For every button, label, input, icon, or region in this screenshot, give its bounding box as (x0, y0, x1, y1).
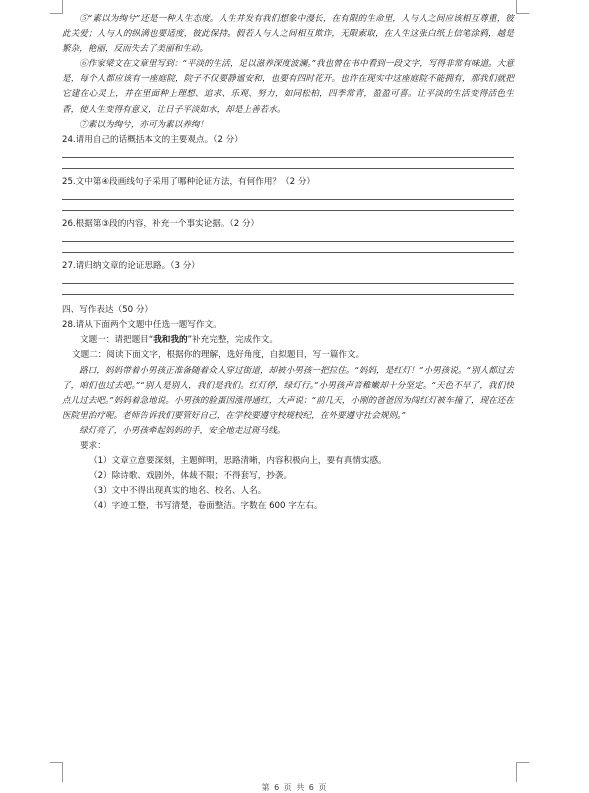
paragraph-6: ⑥作家梁文在文章里写到：“平淡的生活，足以滋养深度波澜。”我也曾在书中看到一段文字，写得非常有味道。大意是，每个人都应该有一座庭院，院子不仅要静谧安和，也要有四时花开。也许在现实中这座庭院不能拥有，那我们就把它建在心灵上，并在里面种上理想、追求、乐观、努力，如同松柏，四季常青，盈盈可喜。让平淡的生活变得活色生香，使人生变得有意义，让日子平淡如水，却是上善若水。 (62, 59, 514, 115)
requirement-4: （4）字迹工整，书写清楚，卷面整洁。字数在 600 字左右。 (89, 501, 323, 512)
crop-mark (516, 762, 529, 763)
topic-one-prefix: 文题一：请把题目“ (80, 335, 154, 346)
paragraph-5: ⑤“素以为绚兮”还是一种人生态度。人生并发有我们想象中漫长，在有限的生命里，人与人之间应该相互尊重，彼此关爱；人与人的纵满也要适度，彼此保持。假若人与人之间相互欺诈，无限索取，在人生这张白纸上信笔涂鸦，越是繁杂，艳丽，反而失去了美丽和生动。 (62, 14, 514, 55)
answer-line[interactable] (62, 274, 514, 284)
topic-one (62, 333, 514, 348)
topic-one-bold: 我和我的 (153, 335, 188, 346)
crop-mark (516, 762, 517, 782)
requirement-2: （2）除诗歌、戏剧外，体裁不限；不得套写，抄袭。 (89, 471, 293, 482)
requirement-1: （1）文章立意要深刻，主题鲜明，思路清晰，内容积极向上，要有真情实感。 (89, 456, 387, 467)
answer-line[interactable] (62, 190, 514, 200)
section-title: 四、写作表达（50 分） (62, 305, 154, 316)
crop-mark (62, 762, 63, 782)
answer-line[interactable] (62, 232, 514, 242)
answer-line[interactable] (62, 158, 514, 169)
question-24: 24.请用自己的话概括本文的主要观点。（2 分） (62, 134, 243, 145)
paragraph-7: ⑦素以为绚兮，亦可为素以养绚！ (79, 119, 209, 130)
answer-line[interactable] (62, 242, 514, 253)
topic-two: 文题二：阅读下面文字，根据你的理解，选好角度，自拟题目，写一篇作文。 (72, 350, 365, 361)
question-25: 25.文中第④段画线句子采用了哪种论证方法，有何作用？（2 分） (62, 176, 316, 187)
crop-mark (50, 762, 63, 763)
question-26: 26.根据第③段的内容，补充一个事实论据。（2 分） (62, 218, 260, 229)
story-paragraph-2: 绿灯亮了，小男孩牵起妈妈的手，安全地走过斑马线。 (79, 425, 286, 436)
answer-line[interactable] (62, 284, 514, 295)
question-27: 27.请归纳文章的论证思路。（3 分） (62, 261, 200, 272)
story-paragraph-1: 路口，妈妈带着小男孩正准备随着众人穿过街道，却被小男孩一把拉住。“妈妈，是红灯！”小男孩说。“别人都过去了，咱们也过去吧。”“别人是别人，我们是我们。红灯停，绿灯行。”小男孩声音稚嫩却十分坚定。“天色不早了，我们快点儿过去吧。”妈妈着急地说。小男孩的脸蛋因涨得通红，大声说：“前几天，小刚的爸爸因为闯红灯被车撞了，现在还在医院里治疗呢。老师告诉我们要管好自己，在学校要遵守校规校纪，在外要遵守社会规则。” (62, 365, 514, 421)
page-footer: 第 6 页 共 6 页 (261, 783, 328, 792)
requirement-3: （3）文中不得出现真实的地名、校名、人名。 (89, 486, 267, 497)
crop-mark (516, 13, 529, 14)
topic-one-suffix: ”补充完整，完成作文。 (187, 335, 278, 346)
requirements-title: 要求： (80, 440, 106, 451)
document-page (62, 12, 514, 514)
crop-mark (516, 0, 517, 14)
question-28: 28.请从下面两个文题中任选一题写作文。 (62, 320, 222, 331)
answer-line[interactable] (62, 200, 514, 211)
answer-line[interactable] (62, 148, 514, 158)
